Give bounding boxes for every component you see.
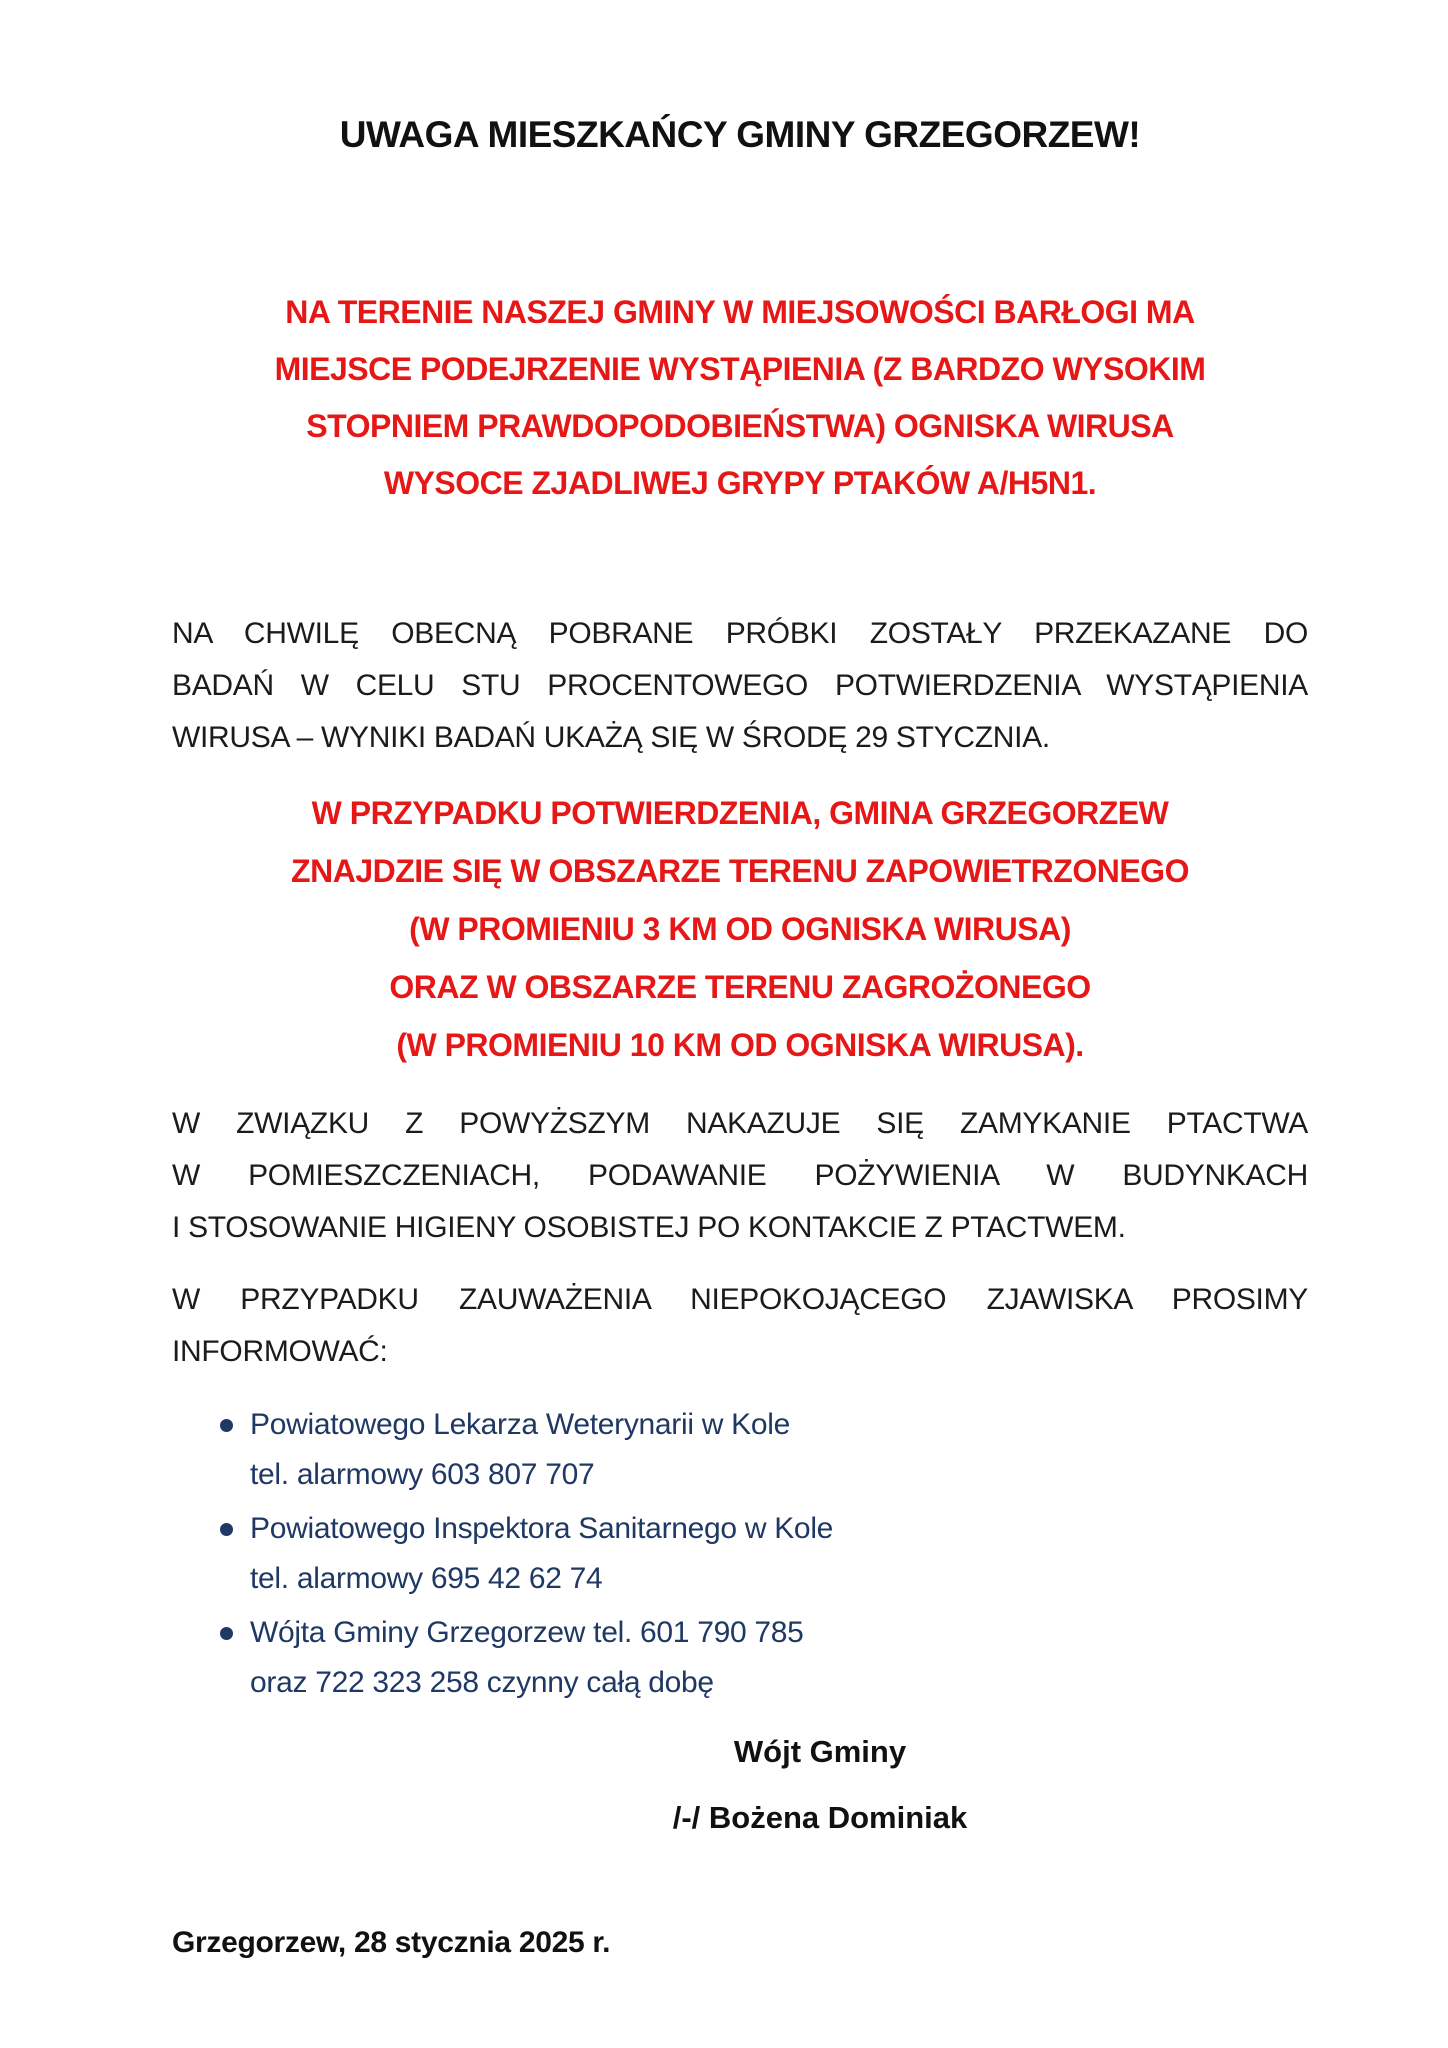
zones-red-block	[172, 784, 1308, 1074]
contact-list	[172, 1400, 1308, 1708]
paragraph-line: NA CHWILĘ OBECNĄ POBRANE PRÓBKI ZOSTAŁY PRZEKAZANE DO	[172, 617, 1308, 650]
zones-line: (W PROMIENIU 3 KM OD OGNISKA WIRUSA)	[409, 911, 1071, 947]
zones-line: (W PROMIENIU 10 KM OD OGNISKA WIRUSA).	[396, 1027, 1084, 1063]
zones-line: ZNAJDZIE SIĘ W OBSZARZE TERENU ZAPOWIETRZONEGO	[291, 853, 1189, 889]
contact-phone-line: tel. alarmowy 695 42 62 74	[250, 1562, 603, 1595]
alert-red-block	[172, 284, 1308, 512]
paragraph-line: W PRZYPADKU ZAUWAŻENIA NIEPOKOJĄCEGO ZJAWISKA PROSIMY	[172, 1283, 1308, 1316]
notice-content	[0, 112, 1448, 1960]
contact-item-veterinarian	[172, 1400, 1308, 1500]
alert-line: MIEJSCE PODEJRZENIE WYSTĄPIENIA (Z BARDZO WYSOKIM	[274, 351, 1206, 387]
bullet-icon	[220, 1627, 233, 1640]
orders-paragraph	[172, 1098, 1308, 1254]
contact-line: Powiatowego Inspektora Sanitarnego w Kole	[250, 1512, 834, 1545]
zones-line: W PRZYPADKU POTWIERDZENIA, GMINA GRZEGORZEW	[311, 795, 1169, 831]
paragraph-line: WIRUSA – WYNIKI BADAŃ UKAŻĄ SIĘ W ŚRODĘ 29 STYCZNIA.	[172, 721, 1050, 754]
signature-role: Wójt Gminy	[733, 1734, 907, 1769]
notice-title: UWAGA MIESZKAŃCY GMINY GRZEGORZEW!	[339, 114, 1141, 155]
contact-item-mayor	[172, 1608, 1308, 1708]
alert-line: NA TERENIE NASZEJ GMINY W MIEJSOWOŚCI BARŁOGI MA	[285, 294, 1195, 330]
contact-line: Powiatowego Lekarza Weterynarii w Kole	[250, 1408, 790, 1441]
bullet-icon	[220, 1419, 233, 1432]
paragraph-line: W POMIESZCZENIACH, PODAWANIE POŻYWIENIA W BUDYNKACH	[172, 1159, 1308, 1192]
dateline: Grzegorzew, 28 stycznia 2025 r.	[172, 1926, 611, 1959]
paragraph-line: BADAŃ W CELU STU PROCENTOWEGO POTWIERDZENIA WYSTĄPIENIA	[172, 669, 1308, 702]
contact-line: Wójta Gminy Grzegorzew tel. 601 790 785	[250, 1616, 804, 1649]
alert-line: WYSOCE ZJADLIWEJ GRYPY PTAKÓW A/H5N1.	[383, 465, 1097, 501]
paragraph-line: W ZWIĄZKU Z POWYŻSZYM NAKAZUJE SIĘ ZAMYKANIE PTACTWA	[172, 1107, 1308, 1140]
bullet-icon	[220, 1523, 233, 1536]
paragraph-line: INFORMOWAĆ:	[172, 1335, 388, 1368]
alert-line: STOPNIEM PRAWDOPODOBIEŃSTWA) OGNISKA WIRUSA	[306, 408, 1174, 444]
contact-phone-line: tel. alarmowy 603 807 707	[250, 1458, 595, 1491]
contact-phone-line: oraz 722 323 258 czynny całą dobę	[250, 1666, 714, 1699]
samples-paragraph	[172, 608, 1308, 764]
contact-item-sanitary-inspector	[172, 1504, 1308, 1604]
zones-line: ORAZ W OBSZARZE TERENU ZAGROŻONEGO	[389, 969, 1091, 1005]
signature-block	[332, 1726, 1308, 1844]
report-paragraph	[172, 1274, 1308, 1378]
paragraph-line: I STOSOWANIE HIGIENY OSOBISTEJ PO KONTAKCIE Z PTACTWEM.	[172, 1211, 1126, 1244]
signature-name: /-/ Bożena Dominiak	[672, 1800, 968, 1835]
